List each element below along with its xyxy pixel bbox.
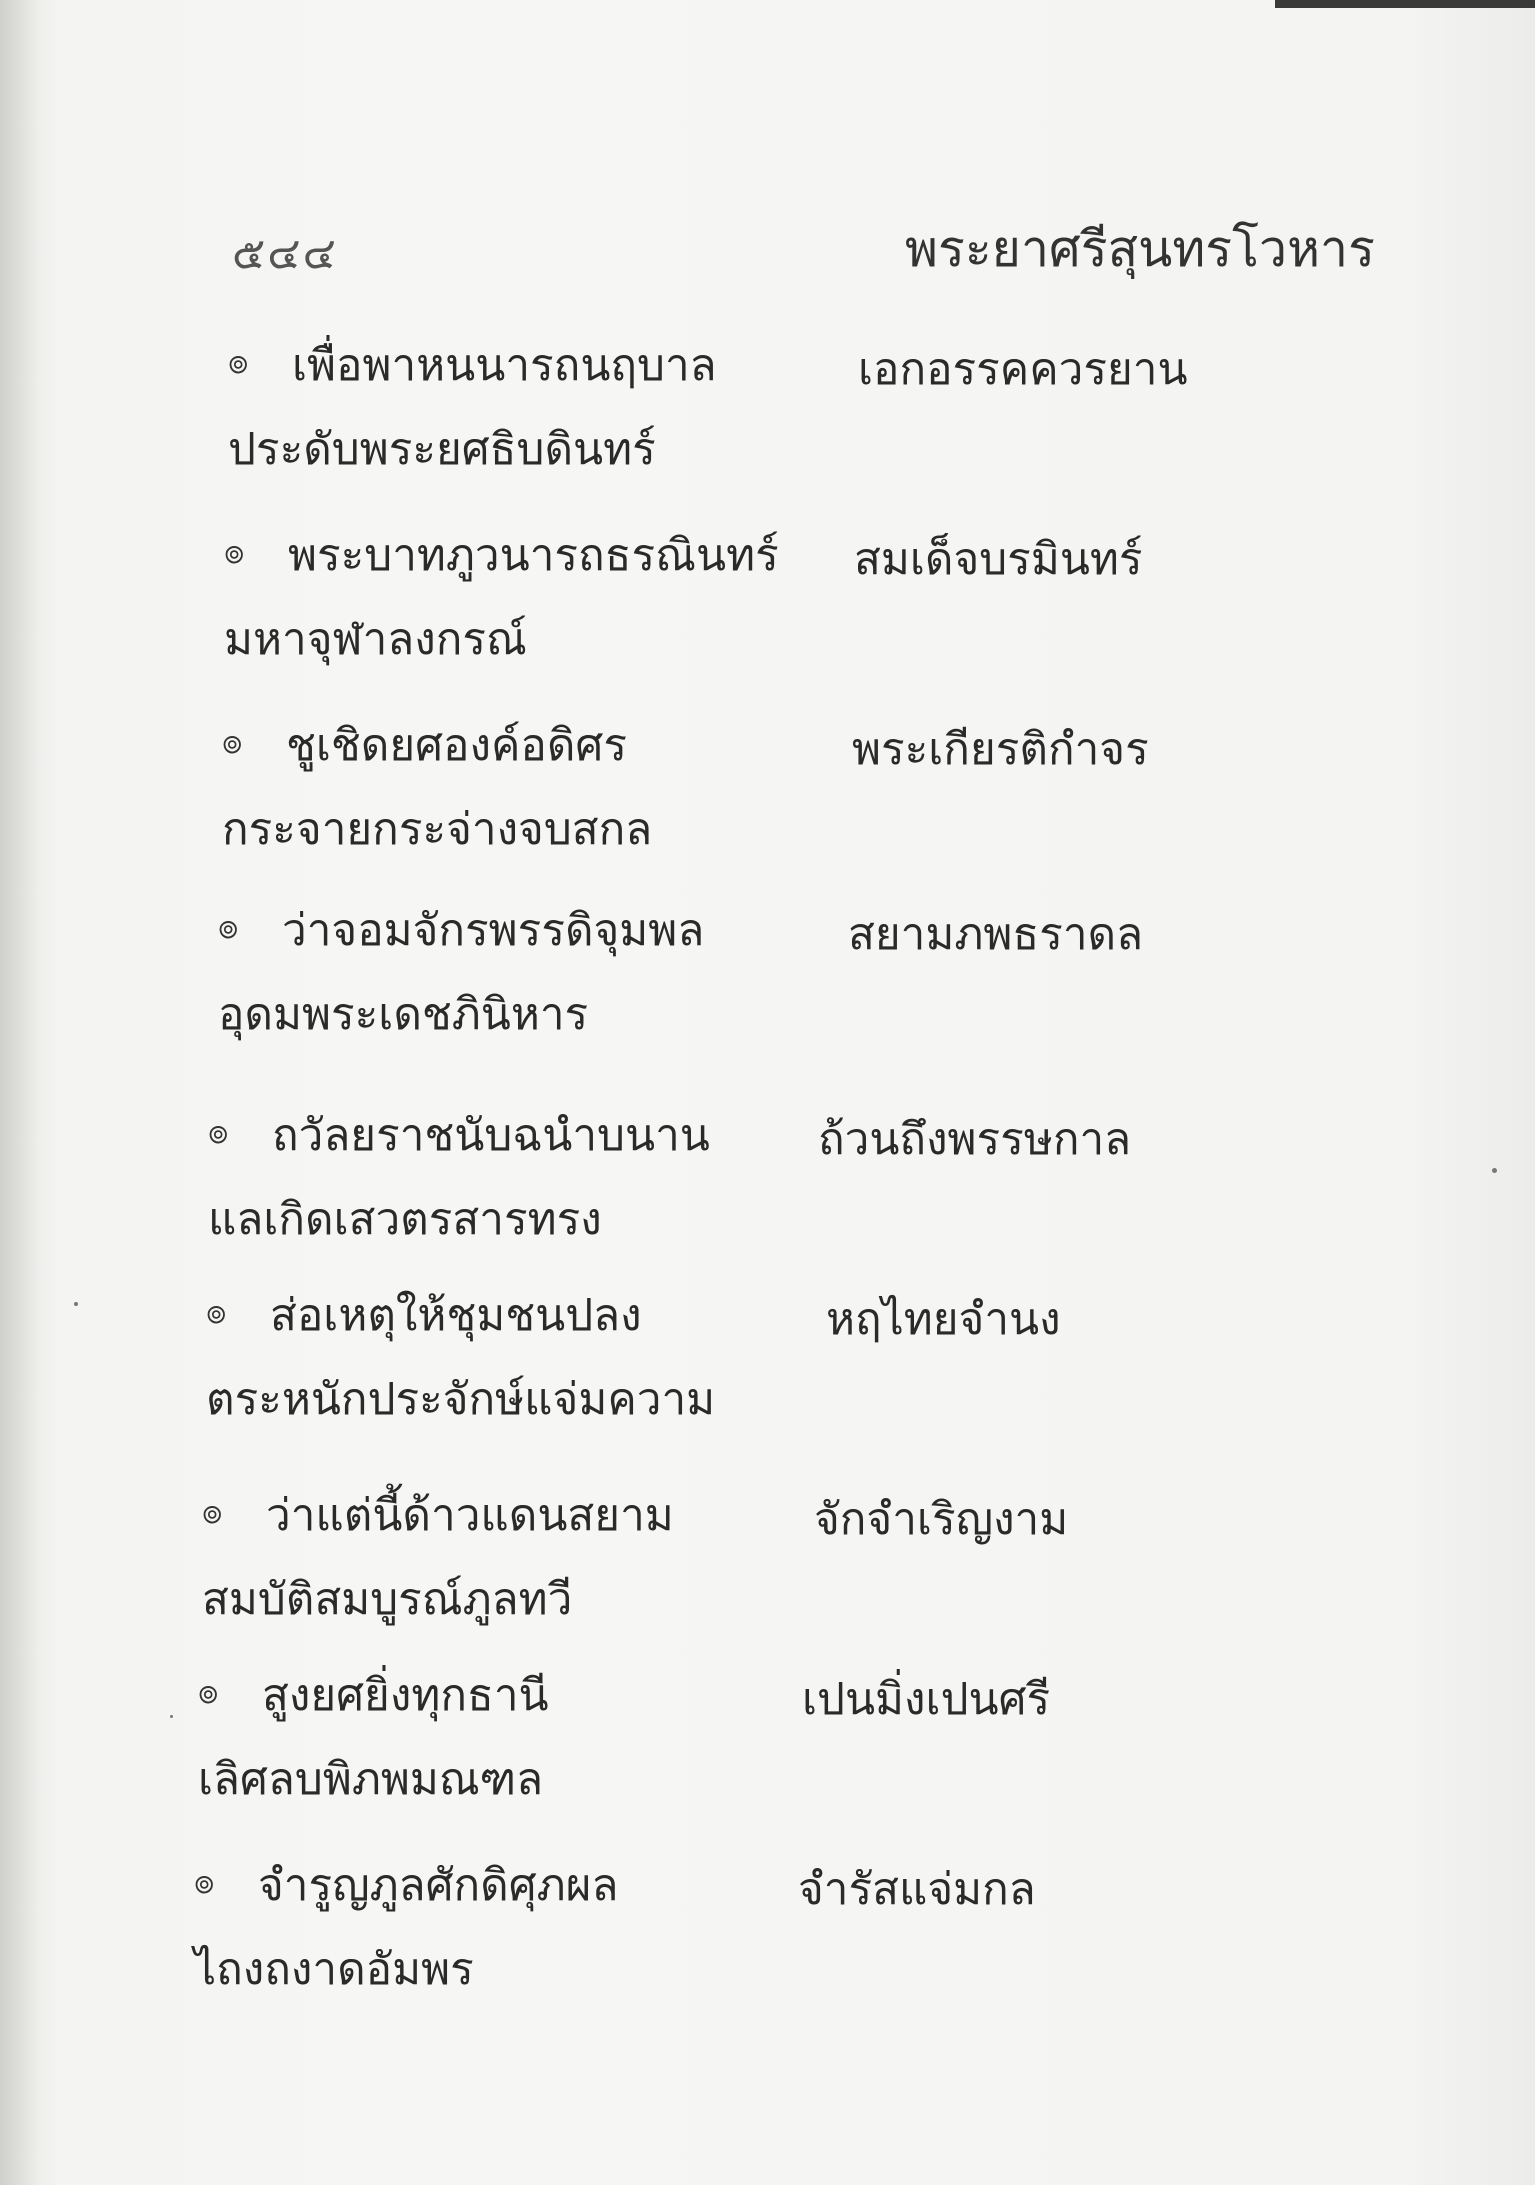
stanza-line-2: มหาจุฬาลงกรณ์ (224, 614, 527, 665)
stanza-line-1 (218, 895, 1518, 965)
stanza-line-1 (202, 1480, 1502, 1550)
stanza-bullet-icon: ๏ (218, 907, 239, 947)
verse-first-half: ว่าจอมจักรพรรดิจุมพล (282, 905, 705, 956)
verse-second-half: สมเด็จบรมินทร์ (854, 534, 1143, 585)
page-number: ๕๔๔ (232, 228, 338, 279)
stanza-bullet-icon: ๏ (198, 1672, 219, 1712)
scan-speck (170, 1715, 173, 1718)
scan-speck (1492, 1168, 1497, 1173)
stanza-bullet-icon: ๏ (228, 342, 249, 382)
verse-second-half: ถ้วนถึงพรรษกาล (818, 1114, 1132, 1165)
stanza-line-2: ตระหนักประจักษ์แจ่มความ (206, 1374, 716, 1425)
stanza (194, 1850, 1494, 2030)
binding-shadow (0, 0, 40, 2185)
verse-second-half: สยามภพธราดล (848, 909, 1144, 960)
verse-first-half: พระบาทภูวนารถธรณินทร์ (288, 530, 779, 581)
stanza (206, 1280, 1506, 1460)
stanza-bullet-icon: ๏ (206, 1292, 227, 1332)
stanza-line-1 (222, 710, 1522, 780)
stanza (224, 520, 1524, 700)
verse-first-half: ชูเชิดยศองค์อดิศร (286, 720, 627, 771)
stanza-line-2: อุดมพระเดชภินิหาร (218, 989, 589, 1040)
running-title: พระยาศรีสุนทรโวหาร (905, 220, 1375, 278)
verse-first-half: เพื่อพาหนนารถนฤบาล (292, 340, 717, 391)
verse-second-half: เอกอรรคควรยาน (858, 344, 1188, 395)
stanza-bullet-icon: ๏ (208, 1112, 229, 1152)
stanza (228, 330, 1528, 510)
stanza-line-1 (208, 1100, 1508, 1170)
stanza-line-2: แลเกิดเสวตรสารทรง (208, 1194, 602, 1245)
stanza (198, 1660, 1498, 1840)
verse-second-half: จำรัสแจ่มกล (798, 1864, 1036, 1915)
stanza-line-2: สมบัติสมบูรณ์ภูลทวี (202, 1574, 573, 1625)
stanza-bullet-icon: ๏ (202, 1492, 223, 1532)
stanza-line-2: ไถงถงาดอัมพร (194, 1944, 474, 1995)
verse-first-half: ว่าแต่นี้ด้าวแดนสยาม (266, 1490, 674, 1541)
stanza-line-1 (228, 330, 1528, 400)
verse-second-half: หฤไทยจำนง (826, 1294, 1061, 1345)
stanza-line-2: ประดับพระยศธิบดินทร์ (228, 424, 656, 475)
stanza (208, 1100, 1508, 1280)
scan-speck (74, 1302, 78, 1306)
stanza-line-2: เลิศลบพิภพมณฑล (198, 1754, 544, 1805)
verse-first-half: สูงยศยิ่งทุกธานี (262, 1670, 549, 1721)
stanza-bullet-icon: ๏ (224, 532, 245, 572)
verse-first-half: จำรูญภูลศักดิศุภผล (258, 1860, 619, 1911)
verse-second-half: พระเกียรติกำจร (852, 724, 1149, 775)
stanza-bullet-icon: ๏ (194, 1862, 215, 1902)
top-edge-mark (1275, 0, 1535, 8)
stanza (222, 710, 1522, 890)
stanza-line-1 (194, 1850, 1494, 1920)
stanza (218, 895, 1518, 1075)
verse-second-half: จักจำเริญงาม (814, 1494, 1069, 1545)
stanza-line-1 (206, 1280, 1506, 1350)
stanza-line-2: กระจายกระจ่างจบสกล (222, 804, 653, 855)
stanza (202, 1480, 1502, 1660)
stanza-line-1 (198, 1660, 1498, 1730)
page-header (0, 210, 1535, 290)
verse-first-half: ส่อเหตุให้ชุมชนปลง (270, 1290, 642, 1341)
stanza-bullet-icon: ๏ (222, 722, 243, 762)
stanza-line-1 (224, 520, 1524, 590)
verse-second-half: เปนมิ่งเปนศรี (802, 1674, 1051, 1725)
verse-first-half: ถวัลยราชนับฉนำบนาน (272, 1110, 710, 1161)
